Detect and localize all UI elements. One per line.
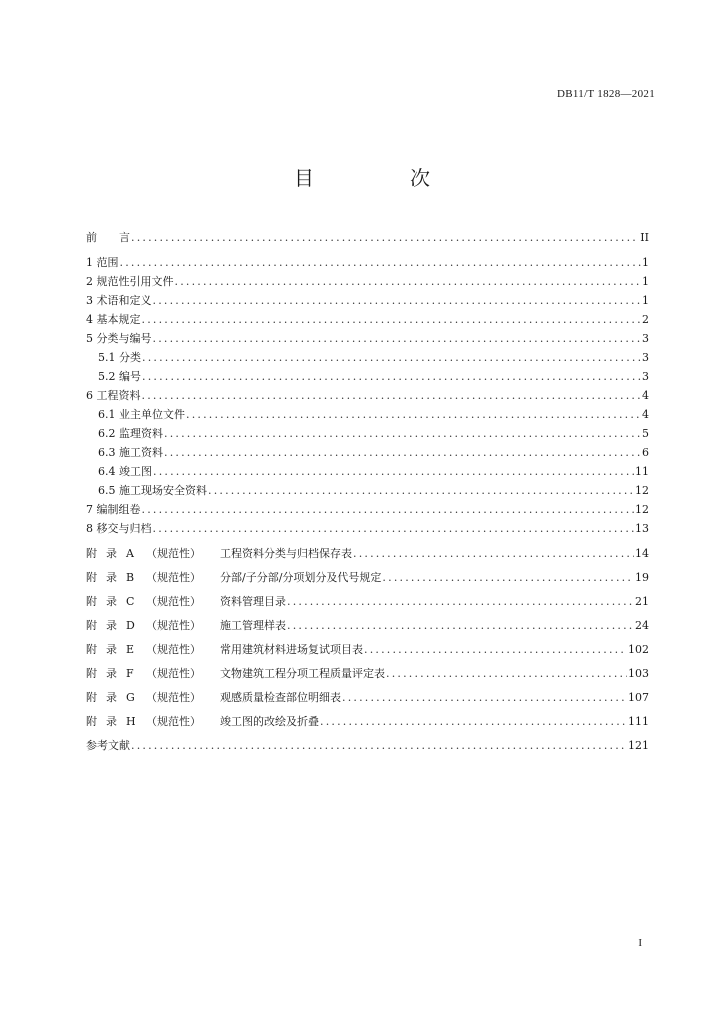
appendix-word: 录 (106, 619, 117, 632)
toc-entry-page: 4 (642, 408, 649, 421)
toc-entry-page: 5 (642, 427, 649, 440)
toc-entry-page: 111 (628, 715, 649, 728)
toc-entry-page: 3 (642, 370, 649, 383)
toc-entry[interactable] (86, 310, 649, 329)
toc-entry-page: 107 (628, 691, 649, 704)
toc-entry-page: 3 (642, 332, 649, 345)
appendix-prefix: 附 (86, 595, 97, 608)
appendix-prefix: 附 (86, 643, 97, 656)
toc-subentry[interactable] (86, 405, 649, 424)
appendix-letter: G (126, 691, 135, 704)
appendix-letter: D (126, 619, 135, 632)
dot-leader (142, 310, 642, 329)
dot-leader (131, 228, 639, 247)
appendix-word: 录 (106, 595, 117, 608)
appendix-letter: H (126, 715, 136, 728)
toc-entry-label: 7 编制组卷 (86, 503, 141, 516)
appendix-title: 观感质量检查部位明细表 (220, 691, 341, 704)
appendix-prefix: 附 (86, 691, 97, 704)
page-title: 目 次 (294, 166, 468, 190)
dot-leader (153, 462, 634, 481)
appendix-prefix: 附 (86, 619, 97, 632)
dot-leader (364, 638, 627, 662)
appendix-title: 常用建筑材料进场复试项目表 (220, 643, 363, 656)
dot-leader (382, 566, 634, 590)
toc-entry-label: 8 移交与归档 (86, 522, 152, 535)
toc-entry-page: 6 (642, 446, 649, 459)
dot-leader (153, 519, 635, 538)
appendix-word: 录 (106, 715, 117, 728)
appendix-letter: E (126, 643, 135, 656)
toc-subentry[interactable] (86, 462, 649, 481)
toc-appendix-entry[interactable] (86, 566, 649, 590)
toc-subentry[interactable] (86, 348, 649, 367)
toc-entry-label: 2 规范性引用文件 (86, 275, 174, 288)
toc-entry-label: 4 基本规定 (86, 313, 141, 326)
toc-entry-page: 12 (635, 484, 649, 497)
toc-entry-page: 11 (635, 465, 649, 478)
dot-leader (353, 542, 634, 566)
toc-entry-page: 19 (635, 571, 649, 584)
toc-entry-label: 5.2 编号 (98, 370, 141, 383)
appendix-word: 录 (106, 547, 117, 560)
toc-entry[interactable] (86, 272, 649, 291)
toc-subentry[interactable] (86, 443, 649, 462)
toc-entry[interactable] (86, 500, 649, 519)
toc-entry-label: 6 工程资料 (86, 389, 141, 402)
toc-entry-page: 24 (635, 619, 649, 632)
toc-entry[interactable] (86, 291, 649, 310)
appendix-word: 录 (106, 571, 117, 584)
appendix-nature: （规范性） (146, 667, 201, 680)
toc-entry-page: 13 (635, 522, 649, 535)
dot-leader (131, 734, 627, 758)
appendix-letter: F (126, 667, 134, 680)
appendix-word: 录 (106, 667, 117, 680)
toc-appendix-entry[interactable] (86, 542, 649, 566)
dot-leader (142, 386, 642, 405)
appendix-nature: （规范性） (146, 691, 201, 704)
appendix-prefix: 附 (86, 715, 97, 728)
toc-entry[interactable] (86, 329, 649, 348)
toc-entry-page: 3 (642, 351, 649, 364)
toc-entry-label: 5 分类与编号 (86, 332, 152, 345)
standard-code: DB11/T 1828—2021 (557, 88, 655, 100)
dot-leader (153, 291, 642, 310)
toc-entry-page: 102 (628, 643, 649, 656)
toc-subentry[interactable] (86, 367, 649, 386)
dot-leader (342, 686, 627, 710)
toc-subentry[interactable] (86, 481, 649, 500)
appendix-prefix: 附 (86, 571, 97, 584)
toc-entry-page: 1 (642, 256, 649, 269)
appendix-nature: （规范性） (146, 571, 201, 584)
dot-leader (175, 272, 642, 291)
appendix-nature: （规范性） (146, 547, 201, 560)
toc-entry[interactable] (86, 253, 649, 272)
dot-leader (320, 710, 627, 734)
appendix-letter: A (126, 547, 134, 560)
appendix-title: 文物建筑工程分项工程质量评定表 (220, 667, 385, 680)
toc-entry-label: 前 言 (86, 231, 130, 244)
toc-appendix-entry[interactable] (86, 710, 649, 734)
toc-entry-label: 6.2 监理资料 (98, 427, 163, 440)
toc-entry-label: 6.4 竣工图 (98, 465, 152, 478)
appendix-nature: （规范性） (146, 619, 201, 632)
dot-leader (287, 590, 634, 614)
appendix-title: 分部/子分部/分项划分及代号规定 (220, 571, 382, 584)
appendix-title: 工程资料分类与归档保存表 (220, 547, 352, 560)
toc-appendix-entry[interactable] (86, 662, 649, 686)
toc-entry-label: 6.1 业主单位文件 (98, 408, 185, 421)
dot-leader (186, 405, 641, 424)
dot-leader (120, 253, 642, 272)
dot-leader (164, 424, 641, 443)
appendix-word: 录 (106, 691, 117, 704)
toc-entry-label: 参考文献 (86, 739, 130, 752)
toc-entry-page: 103 (628, 667, 649, 680)
toc-entry[interactable] (86, 519, 649, 538)
toc-appendix-entry[interactable] (86, 614, 649, 638)
dot-leader (287, 614, 634, 638)
appendix-nature: （规范性） (146, 715, 201, 728)
dot-leader (164, 443, 641, 462)
toc-entry-label: 6.5 施工现场安全资料 (98, 484, 207, 497)
toc-entry-foreword[interactable] (86, 228, 649, 247)
appendix-list (86, 542, 649, 734)
appendix-nature: （规范性） (146, 643, 201, 656)
toc-subentry[interactable] (86, 424, 649, 443)
appendix-prefix: 附 (86, 667, 97, 680)
dot-leader (208, 481, 634, 500)
toc-entry-references[interactable] (86, 734, 649, 758)
appendix-title: 施工管理样表 (220, 619, 286, 632)
toc-appendix-entry[interactable] (86, 590, 649, 614)
appendix-word: 录 (106, 643, 117, 656)
toc-entry-label: 3 术语和定义 (86, 294, 152, 307)
dot-leader (142, 348, 641, 367)
page-number: I (638, 937, 642, 949)
dot-leader (142, 500, 635, 519)
appendix-nature: （规范性） (146, 595, 201, 608)
dot-leader (386, 662, 627, 686)
dot-leader (142, 367, 641, 386)
toc-appendix-entry[interactable] (86, 638, 649, 662)
toc-entry[interactable] (86, 386, 649, 405)
toc-entry-page: 1 (642, 294, 649, 307)
appendix-letter: B (126, 571, 135, 584)
toc-entry-label: 6.3 施工资料 (98, 446, 163, 459)
toc-entry-label: 5.1 分类 (98, 351, 141, 364)
appendix-letter: C (126, 595, 135, 608)
toc-entry-label: 1 范围 (86, 256, 119, 269)
appendix-title: 资料管理目录 (220, 595, 286, 608)
dot-leader (153, 329, 642, 348)
appendix-title: 竣工图的改绘及折叠 (220, 715, 319, 728)
toc-entry-page: 121 (628, 739, 649, 752)
toc-appendix-entry[interactable] (86, 686, 649, 710)
appendix-prefix: 附 (86, 547, 97, 560)
toc-entry-page: 1 (642, 275, 649, 288)
table-of-contents (86, 228, 649, 758)
toc-entry-page: 4 (642, 389, 649, 402)
toc-entry-page: 12 (635, 503, 649, 516)
toc-entry-page: 14 (635, 547, 649, 560)
toc-entry-page: 21 (635, 595, 649, 608)
toc-entry-page: 2 (642, 313, 649, 326)
toc-entry-page: II (640, 231, 649, 244)
